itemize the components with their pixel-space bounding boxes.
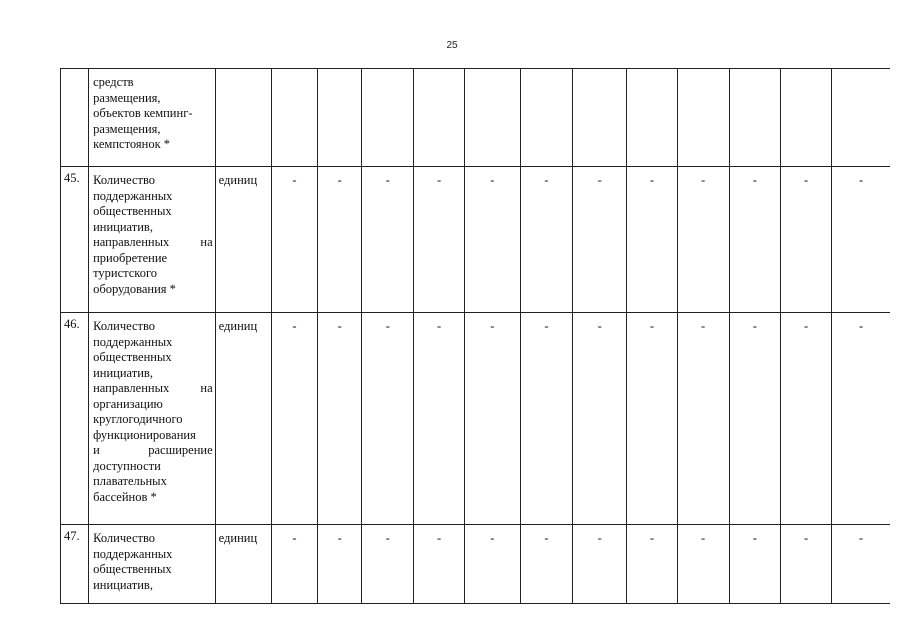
indicator-name-line: доступности	[93, 458, 161, 473]
value-cell	[573, 313, 627, 525]
value-text: -	[858, 531, 864, 545]
indicator-name-line: бассейнов *	[93, 489, 157, 504]
indicator-name	[89, 313, 216, 525]
indicator-name-line: общественных	[93, 204, 172, 218]
value-cell	[414, 69, 464, 167]
indicator-name-line: поддержанных	[93, 188, 173, 203]
unit-cell	[215, 69, 271, 167]
value-cell	[271, 69, 317, 167]
value-cell	[832, 525, 890, 604]
value-text: -	[385, 531, 390, 545]
table-row	[61, 69, 891, 167]
indicator-name-line: оборудования *	[93, 281, 176, 296]
value-text: -	[385, 319, 390, 333]
value-cell	[573, 167, 627, 313]
value-text: -	[436, 319, 442, 333]
indicator-name-line: поддержанных	[93, 546, 173, 561]
indicator-name-line: инициатив,	[93, 219, 153, 234]
indicator-name-line: инициатив,	[93, 365, 153, 380]
value-text: -	[858, 173, 864, 187]
value-cell	[464, 313, 520, 525]
indicator-name-line: объектов кемпинг-	[93, 106, 193, 120]
value-cell	[318, 525, 362, 604]
indicator-name-line: круглогодичного	[93, 412, 183, 426]
page-number: 25	[446, 40, 458, 51]
value-text: -	[292, 319, 297, 333]
value-cell	[780, 69, 831, 167]
table-row	[61, 167, 891, 313]
value-cell	[464, 167, 520, 313]
value-text: -	[544, 319, 549, 333]
value-text: -	[544, 173, 549, 187]
value-cell	[362, 69, 414, 167]
value-cell	[362, 313, 414, 525]
indicator-name-line: размещения,	[93, 90, 161, 105]
value-cell	[729, 313, 780, 525]
value-cell	[729, 167, 780, 313]
indicator-name-line: общественных	[93, 350, 172, 364]
value-text: -	[597, 173, 602, 187]
value-cell	[627, 167, 677, 313]
value-cell	[271, 525, 317, 604]
value-text: -	[597, 531, 602, 545]
value-text: -	[436, 173, 442, 187]
value-text: -	[701, 531, 706, 545]
value-cell	[520, 525, 572, 604]
value-text: -	[803, 319, 809, 333]
value-cell	[464, 69, 520, 167]
indicator-name-line: кемпстоянок *	[93, 137, 171, 151]
value-cell	[520, 313, 572, 525]
indicator-name-line: средств	[93, 75, 134, 89]
value-cell	[729, 525, 780, 604]
unit-cell: единиц	[215, 167, 271, 313]
value-cell	[318, 167, 362, 313]
value-text: -	[858, 319, 864, 333]
value-cell	[832, 69, 890, 167]
value-text: -	[752, 173, 757, 187]
value-text: -	[803, 531, 809, 545]
value-cell	[729, 69, 780, 167]
indicator-name-line: организацию	[93, 396, 163, 411]
value-cell	[414, 313, 464, 525]
indicator-name-line: туристского	[93, 266, 158, 280]
row-number: 47.	[61, 525, 89, 604]
indicator-name-line: приобретение	[93, 250, 168, 265]
value-cell	[520, 69, 572, 167]
indicator-name-line: инициатив,	[93, 577, 153, 592]
value-text: -	[597, 319, 602, 333]
value-text: -	[649, 531, 655, 545]
value-text: -	[490, 319, 495, 333]
value-cell	[318, 69, 362, 167]
value-cell	[362, 525, 414, 604]
indicator-name-line: направленных на	[93, 235, 213, 249]
row-number: 45.	[61, 167, 89, 313]
indicator-name-line: направленных на	[93, 381, 213, 395]
value-cell	[780, 525, 831, 604]
value-cell	[464, 525, 520, 604]
value-cell	[677, 167, 729, 313]
value-text: -	[544, 531, 549, 545]
value-cell	[271, 167, 317, 313]
value-cell	[780, 167, 831, 313]
value-text: -	[385, 173, 390, 187]
value-text: -	[803, 173, 809, 187]
value-cell	[414, 525, 464, 604]
indicator-name-line: поддержанных	[93, 334, 173, 349]
value-cell	[520, 167, 572, 313]
value-cell	[627, 525, 677, 604]
value-cell	[362, 167, 414, 313]
value-text: -	[337, 531, 342, 545]
value-cell	[832, 167, 890, 313]
indicator-name-line: Количество	[93, 319, 156, 333]
indicator-name-line: и расширение	[93, 443, 213, 457]
table-row	[61, 313, 891, 525]
indicator-name-line: Количество	[93, 531, 156, 545]
indicator-name-line: Количество	[93, 173, 156, 187]
value-text: -	[752, 319, 757, 333]
unit-cell: единиц	[215, 525, 271, 604]
indicator-name	[89, 525, 216, 604]
value-cell	[318, 313, 362, 525]
value-cell	[627, 313, 677, 525]
row-number: 46.	[61, 313, 89, 525]
indicator-name-line: размещения,	[93, 121, 161, 136]
value-text: -	[292, 173, 297, 187]
indicator-name-line: плавательных	[93, 474, 167, 488]
value-text: -	[292, 531, 297, 545]
value-cell	[677, 313, 729, 525]
value-cell	[573, 69, 627, 167]
value-cell	[627, 69, 677, 167]
value-text: -	[752, 531, 757, 545]
indicator-name-line: общественных	[93, 562, 172, 576]
value-text: -	[436, 531, 442, 545]
value-cell	[414, 167, 464, 313]
value-text: -	[649, 173, 655, 187]
value-cell	[573, 525, 627, 604]
value-text: -	[649, 319, 655, 333]
unit-cell: единиц	[215, 313, 271, 525]
indicator-name-line: функционирования	[93, 427, 196, 442]
value-text: -	[337, 173, 342, 187]
value-cell	[832, 313, 890, 525]
value-text: -	[490, 531, 495, 545]
value-text: -	[337, 319, 342, 333]
value-cell	[780, 313, 831, 525]
value-cell	[677, 525, 729, 604]
indicators-table	[60, 68, 890, 604]
value-text: -	[701, 319, 706, 333]
indicator-name	[89, 167, 216, 313]
value-cell	[271, 313, 317, 525]
value-text: -	[490, 173, 495, 187]
table-row	[61, 525, 891, 604]
indicator-name	[89, 69, 216, 167]
row-number	[61, 69, 89, 167]
value-text: -	[701, 173, 706, 187]
value-cell	[677, 69, 729, 167]
